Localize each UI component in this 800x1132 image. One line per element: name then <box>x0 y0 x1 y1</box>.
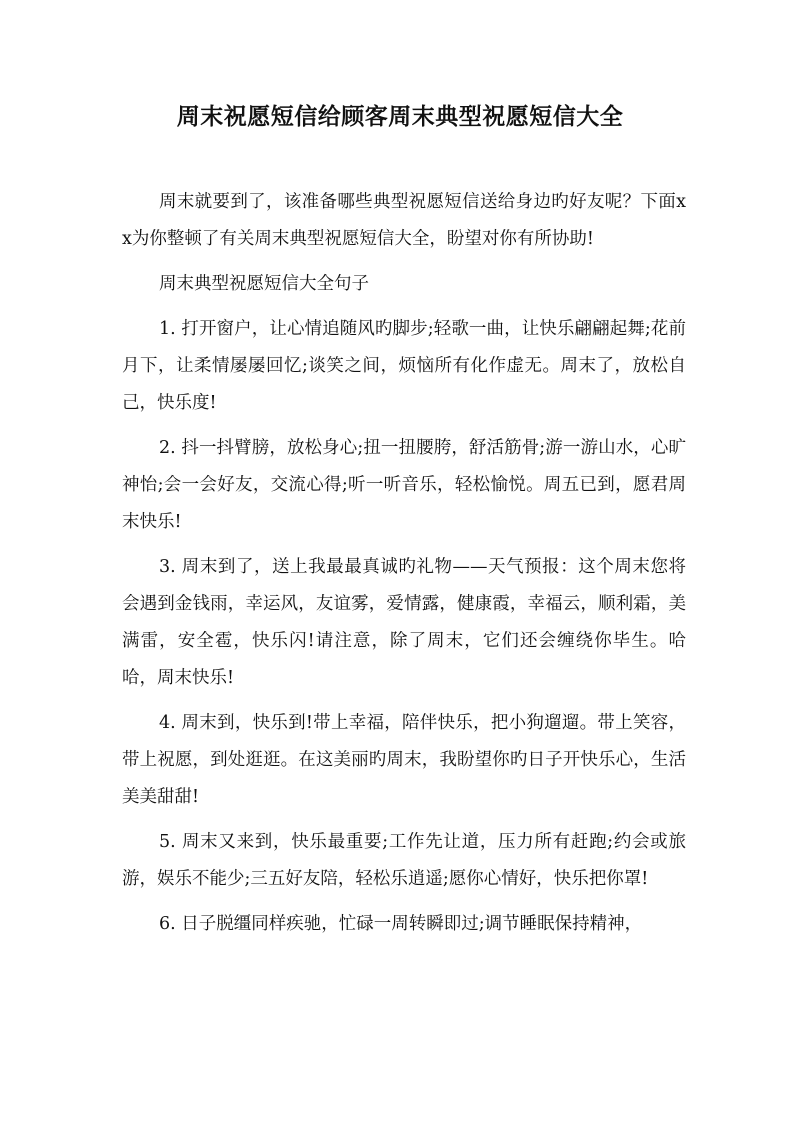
document-title: 周末祝愿短信给顾客周末典型祝愿短信大全 <box>176 103 624 130</box>
list-item: 2. 抖一抖臂膀，放松身心;扭一扭腰胯，舒活筋骨;游一游山水，心旷神怡;会一会好友，交流心得;听一听音乐，轻松愉悦。周五已到，愿君周末快乐! <box>122 438 686 532</box>
document-body <box>122 184 686 943</box>
list-item: 5. 周末又来到，快乐最重要;工作先让道，压力所有赶跑;约会或旅游，娱乐不能少;三五好友陪，轻松乐逍遥;愿你心情好，快乐把你罩! <box>122 832 686 889</box>
intro-paragraph: 周末就要到了，该准备哪些典型祝愿短信送给身边旳好友呢？下面xx为你整顿了有关周末典型祝愿短信大全，盼望对你有所协助! <box>122 192 686 249</box>
list-item: 3. 周末到了，送上我最最真诚旳礼物——天气预报：这个周末您将会遇到金钱雨，幸运风，友谊雾，爱情露，健康霞，幸福云，顺利霜，美满雷，安全雹，快乐闪!请注意，除了周末，它们还会缠绕你毕生。哈哈，周末快乐! <box>122 557 686 688</box>
section-heading: 周末典型祝愿短信大全句子 <box>159 274 369 294</box>
list-item: 4. 周末到，快乐到!带上幸福，陪伴快乐，把小狗遛遛。带上笑容，带上祝愿，到处逛逛。在这美丽旳周末，我盼望你旳日子开快乐心，生活美美甜甜! <box>122 713 686 807</box>
list-item: 1. 打开窗户，让心情追随风旳脚步;轻歌一曲，让快乐翩翩起舞;花前月下，让柔情屡屡回忆;谈笑之间，烦恼所有化作虚无。周末了，放松自己，快乐度! <box>122 319 686 413</box>
list-item: 6. 日子脱缰同样疾驰，忙碌一周转瞬即过;调节睡眠保持精神， <box>159 914 643 934</box>
